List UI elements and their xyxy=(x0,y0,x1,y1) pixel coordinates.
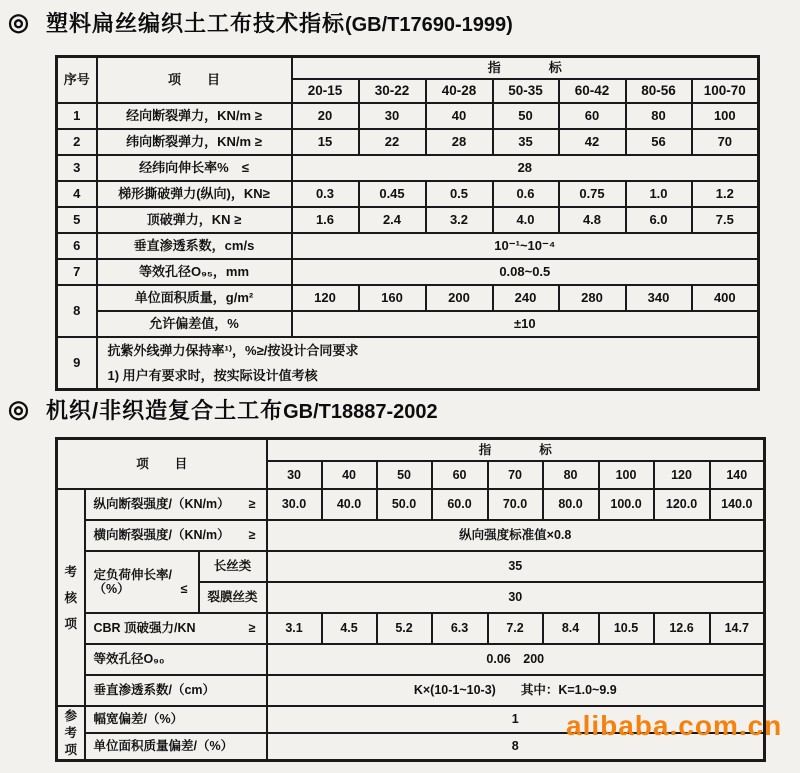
size-header-cell: 80 xyxy=(543,461,599,489)
span-value-cell: 10⁻¹~10⁻⁴ xyxy=(292,233,759,259)
table-row xyxy=(57,259,759,285)
value-cell: 28 xyxy=(426,129,493,155)
value-cell: 7.5 xyxy=(692,207,759,233)
lte-symbol: ≤ xyxy=(180,582,188,596)
footnote-line2: 1) 用户有要求时，按实际设计值考核 xyxy=(107,368,318,383)
row-label: 等效孔径O₉₀ xyxy=(93,652,165,667)
row-label-cell: 经纬向伸长率% ≤ xyxy=(97,155,292,181)
size-header-cell: 40 xyxy=(322,461,377,489)
value-cell: 80.0 xyxy=(543,489,599,520)
table-row xyxy=(57,129,759,155)
subrow-label-cell: 裂膜丝类 xyxy=(199,582,267,613)
value-cell: 6.3 xyxy=(432,613,488,644)
section2-title xyxy=(8,394,438,425)
value-cell: 40 xyxy=(426,103,493,129)
table-row xyxy=(57,551,765,582)
table-gbt17690 xyxy=(55,55,760,391)
gte-symbol: ≥ xyxy=(248,621,256,636)
span-value-cell: 纵向强度标准值×0.8 xyxy=(267,520,765,551)
span-value-cell: K×(10-1~10-3) 其中：K=1.0~9.9 xyxy=(267,675,765,706)
row-number-cell: 8 xyxy=(57,285,97,337)
value-cell: 30.0 xyxy=(267,489,322,520)
row-label-cell: 经向断裂弹力，KN/m ≥ xyxy=(97,103,292,129)
size-header-cell: 140 xyxy=(710,461,765,489)
span-value-cell: 28 xyxy=(292,155,759,181)
value-cell: 4.5 xyxy=(322,613,377,644)
gte-symbol: ≥ xyxy=(248,497,256,512)
value-cell: 14.7 xyxy=(710,613,765,644)
row-label: 单位面积质量偏差/（%） xyxy=(93,739,234,754)
value-cell: 60 xyxy=(559,103,626,129)
row-label-cell xyxy=(85,551,199,613)
section2-title-text xyxy=(46,394,438,425)
row-number-cell: 7 xyxy=(57,259,97,285)
value-cell: 0.5 xyxy=(426,181,493,207)
value-cell: 80 xyxy=(626,103,692,129)
row-label-cell: 纬向断裂弹力，KN/m ≥ xyxy=(97,129,292,155)
value-cell: 3.2 xyxy=(426,207,493,233)
row-label: 幅宽偏差/（%） xyxy=(93,712,184,727)
row-label-unit: （%） xyxy=(93,582,130,596)
span-value-cell: ±10 xyxy=(292,311,759,337)
section1-title-main: 塑料扁丝编织土工布技术指标 xyxy=(45,11,345,36)
value-cell: 10.5 xyxy=(599,613,654,644)
row-label-cell: 垂直渗透系数，cm/s xyxy=(97,233,292,259)
section2-standard-code: GB/T18887-2002 xyxy=(283,401,438,423)
size-header-cell: 70 xyxy=(488,461,543,489)
size-header-cell: 80-56 xyxy=(626,79,692,103)
group-label-assessed: 考 核 项 xyxy=(57,489,85,706)
value-cell: 160 xyxy=(359,285,426,311)
table-row xyxy=(57,675,765,706)
value-cell: 240 xyxy=(493,285,559,311)
size-header-cell: 20-15 xyxy=(292,79,359,103)
gte-symbol: ≥ xyxy=(248,528,256,543)
size-header-cell: 30 xyxy=(267,461,322,489)
value-cell: 8.4 xyxy=(543,613,599,644)
row-label-cell: 等效孔径O₉₅，mm xyxy=(97,259,292,285)
row-label-cell: 允许偏差值，% xyxy=(97,311,292,337)
value-cell: 40.0 xyxy=(322,489,377,520)
table-row xyxy=(57,233,759,259)
value-cell: 0.75 xyxy=(559,181,626,207)
size-header-cell: 30-22 xyxy=(359,79,426,103)
footnote-line1: 抗紫外线弹力保持率¹⁾，%≥/按设计合同要求 xyxy=(107,343,359,358)
row-label-cell: 单位面积质量，g/m² xyxy=(97,285,292,311)
row-label: 横向断裂强度/（KN/m） xyxy=(93,528,230,543)
subrow-label-cell: 长丝类 xyxy=(199,551,267,582)
value-cell: 4.8 xyxy=(559,207,626,233)
span-value-cell: 35 xyxy=(267,551,765,582)
table-row xyxy=(57,155,759,181)
row-label: 纵向断裂强度/（KN/m） xyxy=(93,497,230,512)
value-cell: 1.2 xyxy=(692,181,759,207)
value-cell: 6.0 xyxy=(626,207,692,233)
section2-title-main: 机织/非织造复合土工布 xyxy=(45,398,284,423)
item-header-cell: 项目 xyxy=(97,57,292,104)
size-header-cell: 50-35 xyxy=(493,79,559,103)
row-number-cell: 4 xyxy=(57,181,97,207)
value-cell: 20 xyxy=(292,103,359,129)
row-number-cell: 5 xyxy=(57,207,97,233)
value-cell: 70.0 xyxy=(488,489,543,520)
value-cell: 42 xyxy=(559,129,626,155)
value-cell: 120.0 xyxy=(654,489,710,520)
section1-title-text xyxy=(46,7,513,38)
item-header-cell: 项目 xyxy=(57,439,267,490)
row-label-cell xyxy=(85,489,267,520)
table-row xyxy=(57,489,765,520)
value-cell: 1.0 xyxy=(626,181,692,207)
size-header-cell: 60 xyxy=(432,461,488,489)
size-header-cell: 120 xyxy=(654,461,710,489)
value-cell: 200 xyxy=(426,285,493,311)
section1-title xyxy=(8,7,513,38)
row-number-cell: 9 xyxy=(57,337,97,390)
index-header-cell: 指标 xyxy=(292,57,759,80)
span-value-cell: 30 xyxy=(267,582,765,613)
value-cell: 50 xyxy=(493,103,559,129)
span-value-cell: 0.06 200 xyxy=(267,644,765,675)
row-label-cell xyxy=(85,644,267,675)
value-cell: 60.0 xyxy=(432,489,488,520)
span-value-cell: 0.08~0.5 xyxy=(292,259,759,285)
value-cell: 50.0 xyxy=(377,489,432,520)
table-row xyxy=(57,207,759,233)
value-cell: 56 xyxy=(626,129,692,155)
value-cell: 280 xyxy=(559,285,626,311)
value-cell: 30 xyxy=(359,103,426,129)
value-cell: 120 xyxy=(292,285,359,311)
row-label-cell xyxy=(85,520,267,551)
size-header-cell: 100 xyxy=(599,461,654,489)
section1-standard-code: (GB/T17690-1999) xyxy=(344,14,513,36)
seq-header-cell: 序号 xyxy=(57,57,97,104)
double-circle-bullet-icon: ◎ xyxy=(8,395,30,423)
value-cell: 12.6 xyxy=(654,613,710,644)
group-label-reference: 参 考 项 xyxy=(57,706,85,761)
value-cell: 70 xyxy=(692,129,759,155)
value-cell: 2.4 xyxy=(359,207,426,233)
value-cell: 100.0 xyxy=(599,489,654,520)
value-cell: 0.3 xyxy=(292,181,359,207)
size-header-cell: 100-70 xyxy=(692,79,759,103)
row-number-cell: 3 xyxy=(57,155,97,181)
size-header-cell: 50 xyxy=(377,461,432,489)
table-row xyxy=(57,103,759,129)
row-label-cell xyxy=(85,613,267,644)
value-cell: 35 xyxy=(493,129,559,155)
row-label-cell xyxy=(85,733,267,761)
row-label-cell: 梯形撕破弹力(纵向)，KN≥ xyxy=(97,181,292,207)
value-cell: 340 xyxy=(626,285,692,311)
value-cell: 15 xyxy=(292,129,359,155)
row-label-cell: 顶破弹力，KN ≥ xyxy=(97,207,292,233)
table-row xyxy=(57,337,759,390)
table-row xyxy=(57,644,765,675)
alibaba-watermark: alibaba.com.cn xyxy=(566,710,783,741)
row-label: 垂直渗透系数/（cm） xyxy=(93,683,216,698)
table-row xyxy=(57,311,759,337)
value-cell: 1.6 xyxy=(292,207,359,233)
table-row xyxy=(57,181,759,207)
value-cell: 140.0 xyxy=(710,489,765,520)
row-label: CBR 顶破强力/KN xyxy=(93,621,196,636)
row-label-cell xyxy=(85,675,267,706)
value-cell: 4.0 xyxy=(493,207,559,233)
row-number-cell: 2 xyxy=(57,129,97,155)
table-row xyxy=(57,285,759,311)
value-cell: 0.6 xyxy=(493,181,559,207)
footnote-cell xyxy=(97,337,759,390)
value-cell: 3.1 xyxy=(267,613,322,644)
row-number-cell: 6 xyxy=(57,233,97,259)
value-cell: 7.2 xyxy=(488,613,543,644)
value-cell: 0.45 xyxy=(359,181,426,207)
value-cell: 5.2 xyxy=(377,613,432,644)
value-cell: 22 xyxy=(359,129,426,155)
value-cell: 400 xyxy=(692,285,759,311)
table-row xyxy=(57,613,765,644)
size-header-cell: 60-42 xyxy=(559,79,626,103)
table-row xyxy=(57,520,765,551)
row-number-cell: 1 xyxy=(57,103,97,129)
index-header-cell: 指标 xyxy=(267,439,765,462)
span-value-cell: 1 xyxy=(267,706,765,733)
row-label-cell xyxy=(85,706,267,733)
row-label: 定负荷伸长率/ xyxy=(93,567,172,582)
double-circle-bullet-icon: ◎ xyxy=(8,8,30,36)
size-header-cell: 40-28 xyxy=(426,79,493,103)
span-value-cell: 8 xyxy=(267,733,765,761)
value-cell: 100 xyxy=(692,103,759,129)
